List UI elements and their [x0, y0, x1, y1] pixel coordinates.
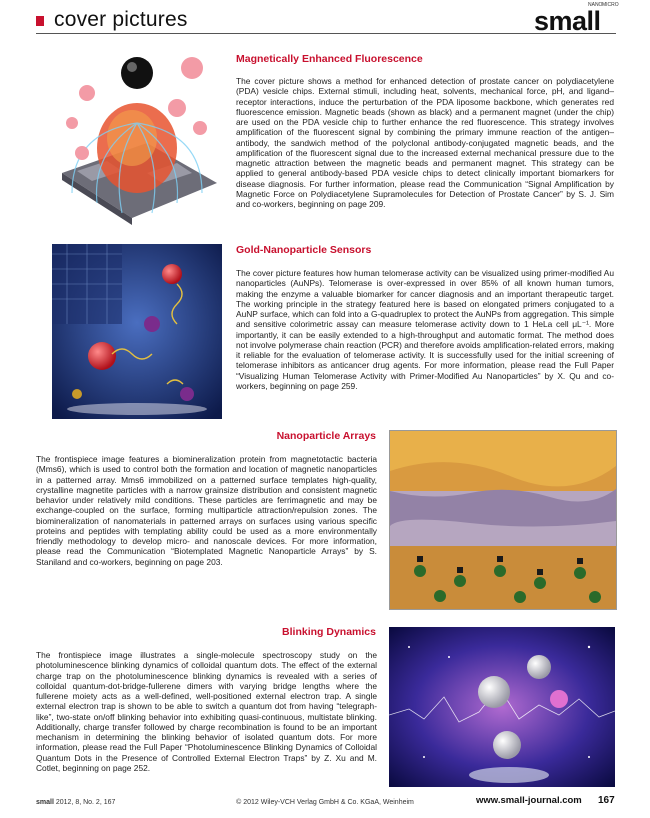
- page-section-title: cover pictures: [54, 8, 188, 31]
- article-title-arrays: Nanoparticle Arrays: [276, 430, 376, 442]
- article-body-arrays: The frontispiece image features a biomineralization protein from magnetotactic bacteria (Mms6), which is used to control both the formation and location of magnetic nanoparticles in a patterned array. Mms6 immobilized on a patterned surface templates high-quality, crystalline magnetite particles with a narrow grainsize distribution and consistent magnetic behavior under relatively mild conditions. These particles are ferrimagnetic and may be exchange-coupled on the surface, forming multiparticle attraction/repulsion zones. The biomineralization of nanomaterials in patterned arrays on surfaces using various specific proteins and peptides with templating ability could be used as a more environmentally friendly methodology to develop micro- and nanoscale devices. For more information, please read the Communication “Biotemplated Magnetic Nanoparticle Arrays” by S. Staniland and co-workers, beginning on page 203.: [36, 454, 377, 567]
- journal-logo: [534, 2, 619, 36]
- article-body-blinking: The frontispiece image illustrates a single-molecule spectroscopy study on the photoluminescence blinking dynamics of colloidal quantum dots. The effect of the external charge trap on the photoluminescence blinking dynamics is revealed with a series of colloidal quantum-dot-bridge-fullerene dimers with varying bridge lengths where the fullerene moiety acts as a well-defined, well-positioned external electron trap. A single external electron trap is shown to be able to switch a quantum dot from having “telegraph-like”, two-state on/off blinking behavior into exhibiting quasi-continuous, multistate blinking. Additionally, charge transfer followed by charge recombination is found to be an important mechanism in determining the blinking behavior of isolated quantum dots. For more information, please read the Full Paper “Photoluminescence Blinking Dynamics of Colloidal Quantum Dots in the Presence of Controlled External Electron Traps” by Z. Xu and M. Cotlet, beginning on page 252.: [36, 650, 377, 773]
- article-body-gold: The cover picture features how human telomerase activity can be visualized using primer-modified Au nanoparticles (AuNPs). Telomerase is over-expressed in over 85% of all known human tumors, making the enzyme a valuable biomarker for cancer diagnosis and an important therapeutic target. The working principle in the strategy featured here is based on elongated primers conjugated to a AuNP surface, which can fold into a G-quadruplex to protect the AuNPs from aggregation. This simple and sensitive colorimetric assay can measure telomerase activity down to 1 HeLa cell μL⁻¹. More importantly, it can be easily extended to a high-throughput and automatic format. The method does not involve polymerase chain reaction (PCR) and therefore avoids amplification-related errors, making it reliable for the evaluation of telomerase activity. It is successfully used for the initial screening of telomerase inhibitors as anticancer drug agents. For more information, please read the Full Paper “Visualizing Human Telomerase Activity with Primer-Modified Au Nanoparticles” by X. Qu and co-workers, beginning on page 259.: [236, 268, 614, 391]
- header-marker: [36, 16, 44, 26]
- cover-image-gold-nanoparticle: [52, 244, 222, 419]
- article-title-magnetic: Magnetically Enhanced Fluorescence: [236, 53, 423, 65]
- cover-image-magnetic-fluorescence: [52, 53, 222, 228]
- logo-micro: MICRO: [602, 2, 619, 8]
- frontispiece-image-blinking-dynamics: [389, 627, 615, 787]
- header-rule: [36, 33, 616, 34]
- footer-citation-text: 2012, 8, No. 2, 167: [53, 799, 116, 806]
- logo-nano: NANO: [588, 2, 603, 8]
- article-body-magnetic: The cover picture shows a method for enhanced detection of prostate cancer on polydiacetylene (PDA) vesicle chips. External stimuli, including heat, solvents, mechanical force, pH, and ligand–receptor interactions, induce the perturbation of the PDA liposome backbone, which generates red fluorescence emission. Magnetic beads (shown as black) and a permanent magnet (under the chip) are used on the PDA vesicle chip to further enhance the red fluorescence. This strategy involves amplification of the fluorescent signal by combining the primary immune reaction of the antigen–antibody, the sandwich method of the polyclonal antibody-conjugated magnetic beads, and the amplification of the fluorescent signal due to the increased external mechanical pressure due to the magnetic attraction between the magnetic beads and permanent magnet. This strategy can be applied to general antibody-based PDA vesicle chips to detect clinically important biomarkers for disease diagnosis. For further information, please read the Communication “Signal Amplification by Magnetic Force on Polydiacetylene Supramolecules for Detection of Prostate Cancer” by S. J. Sim and co-workers, beginning on page 209.: [236, 76, 614, 209]
- footer-url[interactable]: www.small-journal.com: [476, 795, 582, 806]
- article-title-blinking: Blinking Dynamics: [282, 626, 376, 638]
- logo-word: small: [534, 6, 601, 36]
- footer-copyright: © 2012 Wiley-VCH Verlag GmbH & Co. KGaA, Weinheim: [236, 799, 414, 806]
- article-title-gold: Gold-Nanoparticle Sensors: [236, 244, 372, 256]
- frontispiece-image-nanoparticle-arrays: [389, 430, 617, 610]
- page-number: 167: [598, 795, 615, 806]
- footer-journal: small: [36, 799, 54, 806]
